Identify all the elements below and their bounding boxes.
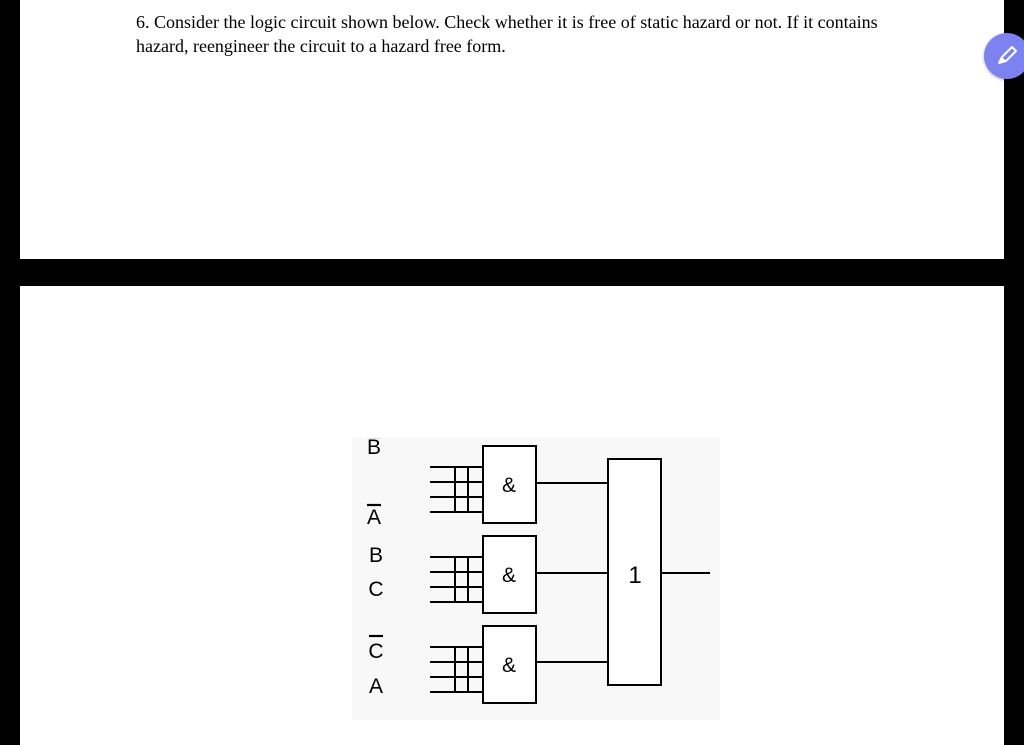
and-gate-3-label: & xyxy=(501,654,517,677)
pencil-icon xyxy=(994,44,1020,68)
question-panel xyxy=(20,0,1004,259)
input-label-b: B xyxy=(368,544,384,567)
input-label-c-bar: C xyxy=(368,640,384,663)
or-gate xyxy=(608,459,661,685)
input-label-c: C xyxy=(368,578,384,601)
question-text: 6. Consider the logic circuit shown below. Check whether it is free of static hazard or not. If it contains hazard, reengineer the circuit to a hazard free form. xyxy=(136,12,878,56)
edit-button[interactable] xyxy=(984,33,1024,79)
and-gate-1-label: & xyxy=(501,474,517,497)
figure-panel xyxy=(20,286,1004,745)
logic-circuit-diagram xyxy=(352,438,720,720)
input-label-a: A xyxy=(368,675,384,698)
and-gate-2-label: & xyxy=(501,564,517,587)
input-label-a-bar: A xyxy=(366,506,382,529)
and-gate-1 xyxy=(483,446,536,523)
input-label-b-bar: B xyxy=(366,438,382,459)
input-labels xyxy=(367,438,384,698)
and-gate-3 xyxy=(483,626,536,703)
input-wires xyxy=(430,467,483,692)
and-gate-2 xyxy=(483,536,536,613)
or-gate-label: 1 xyxy=(628,562,642,589)
